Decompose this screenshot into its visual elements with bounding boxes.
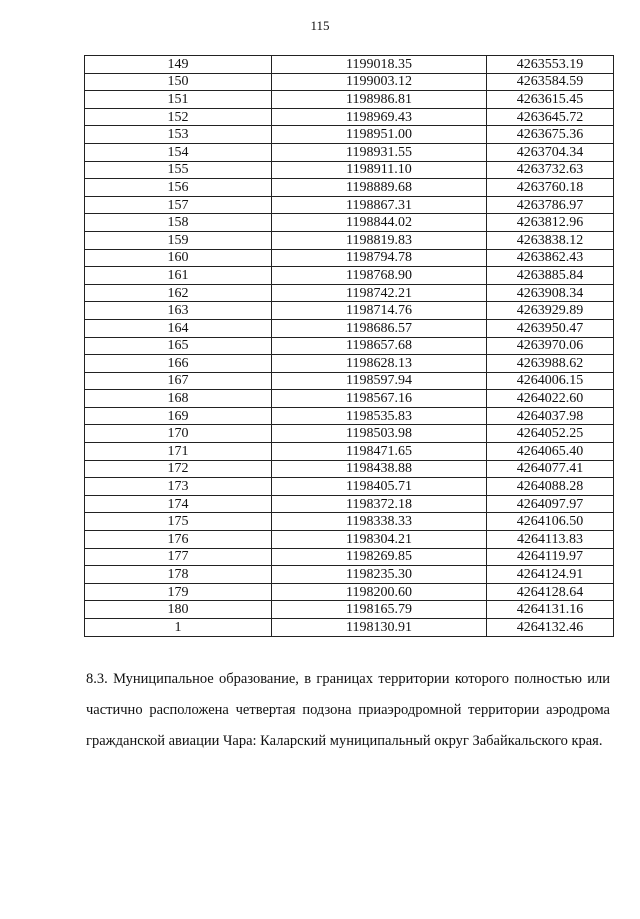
point-number-cell: 168 (85, 390, 272, 408)
x-coordinate-cell: 1198889.68 (272, 179, 487, 197)
table-row (85, 231, 614, 249)
table-row (85, 619, 614, 637)
y-coordinate-cell: 4264065.40 (487, 443, 614, 461)
point-number-cell: 153 (85, 126, 272, 144)
point-number-cell: 156 (85, 179, 272, 197)
x-coordinate-cell: 1198503.98 (272, 425, 487, 443)
y-coordinate-cell: 4263970.06 (487, 337, 614, 355)
table-row (85, 443, 614, 461)
table-row (85, 372, 614, 390)
table-row (85, 214, 614, 232)
table-row (85, 460, 614, 478)
x-coordinate-cell: 1199018.35 (272, 56, 487, 74)
x-coordinate-cell: 1198405.71 (272, 478, 487, 496)
y-coordinate-cell: 4264132.46 (487, 619, 614, 637)
point-number-cell: 180 (85, 601, 272, 619)
y-coordinate-cell: 4264106.50 (487, 513, 614, 531)
table-row (85, 91, 614, 109)
coordinates-table (84, 55, 614, 637)
table-row (85, 126, 614, 144)
table-row (85, 319, 614, 337)
x-coordinate-cell: 1198567.16 (272, 390, 487, 408)
y-coordinate-cell: 4264119.97 (487, 548, 614, 566)
table-row (85, 355, 614, 373)
table-row (85, 495, 614, 513)
table-row (85, 583, 614, 601)
table-row (85, 267, 614, 285)
x-coordinate-cell: 1198844.02 (272, 214, 487, 232)
y-coordinate-cell: 4264131.16 (487, 601, 614, 619)
y-coordinate-cell: 4264037.98 (487, 407, 614, 425)
y-coordinate-cell: 4264088.28 (487, 478, 614, 496)
table-row (85, 56, 614, 74)
x-coordinate-cell: 1198742.21 (272, 284, 487, 302)
point-number-cell: 152 (85, 108, 272, 126)
table-row (85, 249, 614, 267)
x-coordinate-cell: 1198911.10 (272, 161, 487, 179)
x-coordinate-cell: 1198931.55 (272, 143, 487, 161)
y-coordinate-cell: 4263885.84 (487, 267, 614, 285)
x-coordinate-cell: 1198986.81 (272, 91, 487, 109)
point-number-cell: 175 (85, 513, 272, 531)
y-coordinate-cell: 4263675.36 (487, 126, 614, 144)
table-row (85, 548, 614, 566)
point-number-cell: 149 (85, 56, 272, 74)
y-coordinate-cell: 4264006.15 (487, 372, 614, 390)
y-coordinate-cell: 4264097.97 (487, 495, 614, 513)
point-number-cell: 154 (85, 143, 272, 161)
x-coordinate-cell: 1198235.30 (272, 566, 487, 584)
x-coordinate-cell: 1198535.83 (272, 407, 487, 425)
x-coordinate-cell: 1198200.60 (272, 583, 487, 601)
y-coordinate-cell: 4263704.34 (487, 143, 614, 161)
y-coordinate-cell: 4263929.89 (487, 302, 614, 320)
y-coordinate-cell: 4263908.34 (487, 284, 614, 302)
point-number-cell: 176 (85, 531, 272, 549)
y-coordinate-cell: 4263645.72 (487, 108, 614, 126)
table-row (85, 337, 614, 355)
x-coordinate-cell: 1198686.57 (272, 319, 487, 337)
y-coordinate-cell: 4264113.83 (487, 531, 614, 549)
y-coordinate-cell: 4263950.47 (487, 319, 614, 337)
y-coordinate-cell: 4263553.19 (487, 56, 614, 74)
point-number-cell: 160 (85, 249, 272, 267)
point-number-cell: 155 (85, 161, 272, 179)
x-coordinate-cell: 1198714.76 (272, 302, 487, 320)
y-coordinate-cell: 4263988.62 (487, 355, 614, 373)
x-coordinate-cell: 1198951.00 (272, 126, 487, 144)
table-row (85, 302, 614, 320)
section-paragraph: 8.3. Муниципальное образование, в границах территории которого полностью или частично расположена четвертая подзона приаэродромной территории аэродрома гражданской авиации Чара: Каларский муниципальный округ Забайкальского края. (86, 671, 610, 749)
table-body (85, 56, 614, 637)
y-coordinate-cell: 4263862.43 (487, 249, 614, 267)
y-coordinate-cell: 4263786.97 (487, 196, 614, 214)
point-number-cell: 159 (85, 231, 272, 249)
point-number-cell: 158 (85, 214, 272, 232)
y-coordinate-cell: 4264022.60 (487, 390, 614, 408)
y-coordinate-cell: 4263584.59 (487, 73, 614, 91)
point-number-cell: 174 (85, 495, 272, 513)
y-coordinate-cell: 4263760.18 (487, 179, 614, 197)
point-number-cell: 167 (85, 372, 272, 390)
y-coordinate-cell: 4263812.96 (487, 214, 614, 232)
x-coordinate-cell: 1198628.13 (272, 355, 487, 373)
point-number-cell: 1 (85, 619, 272, 637)
table-row (85, 143, 614, 161)
point-number-cell: 165 (85, 337, 272, 355)
point-number-cell: 173 (85, 478, 272, 496)
point-number-cell: 164 (85, 319, 272, 337)
point-number-cell: 163 (85, 302, 272, 320)
table-row (85, 284, 614, 302)
table-row (85, 566, 614, 584)
point-number-cell: 151 (85, 91, 272, 109)
point-number-cell: 166 (85, 355, 272, 373)
x-coordinate-cell: 1198794.78 (272, 249, 487, 267)
table-row (85, 179, 614, 197)
x-coordinate-cell: 1198130.91 (272, 619, 487, 637)
point-number-cell: 171 (85, 443, 272, 461)
y-coordinate-cell: 4263615.45 (487, 91, 614, 109)
y-coordinate-cell: 4264052.25 (487, 425, 614, 443)
table-row (85, 601, 614, 619)
table-row (85, 478, 614, 496)
table-row (85, 425, 614, 443)
x-coordinate-cell: 1198438.88 (272, 460, 487, 478)
x-coordinate-cell: 1198597.94 (272, 372, 487, 390)
point-number-cell: 150 (85, 73, 272, 91)
page-number: 115 (310, 18, 330, 33)
x-coordinate-cell: 1198657.68 (272, 337, 487, 355)
table-row (85, 390, 614, 408)
x-coordinate-cell: 1198165.79 (272, 601, 487, 619)
y-coordinate-cell: 4264077.41 (487, 460, 614, 478)
x-coordinate-cell: 1198304.21 (272, 531, 487, 549)
point-number-cell: 179 (85, 583, 272, 601)
point-number-cell: 172 (85, 460, 272, 478)
table-row (85, 513, 614, 531)
point-number-cell: 162 (85, 284, 272, 302)
x-coordinate-cell: 1198867.31 (272, 196, 487, 214)
x-coordinate-cell: 1198269.85 (272, 548, 487, 566)
x-coordinate-cell: 1198471.65 (272, 443, 487, 461)
point-number-cell: 170 (85, 425, 272, 443)
table-row (85, 407, 614, 425)
x-coordinate-cell: 1198768.90 (272, 267, 487, 285)
x-coordinate-cell: 1199003.12 (272, 73, 487, 91)
x-coordinate-cell: 1198338.33 (272, 513, 487, 531)
table-row (85, 531, 614, 549)
point-number-cell: 161 (85, 267, 272, 285)
point-number-cell: 157 (85, 196, 272, 214)
y-coordinate-cell: 4264128.64 (487, 583, 614, 601)
table-row (85, 161, 614, 179)
y-coordinate-cell: 4263732.63 (487, 161, 614, 179)
point-number-cell: 169 (85, 407, 272, 425)
table-row (85, 196, 614, 214)
x-coordinate-cell: 1198372.18 (272, 495, 487, 513)
table-row (85, 73, 614, 91)
y-coordinate-cell: 4263838.12 (487, 231, 614, 249)
table-row (85, 108, 614, 126)
x-coordinate-cell: 1198969.43 (272, 108, 487, 126)
point-number-cell: 178 (85, 566, 272, 584)
y-coordinate-cell: 4264124.91 (487, 566, 614, 584)
x-coordinate-cell: 1198819.83 (272, 231, 487, 249)
point-number-cell: 177 (85, 548, 272, 566)
